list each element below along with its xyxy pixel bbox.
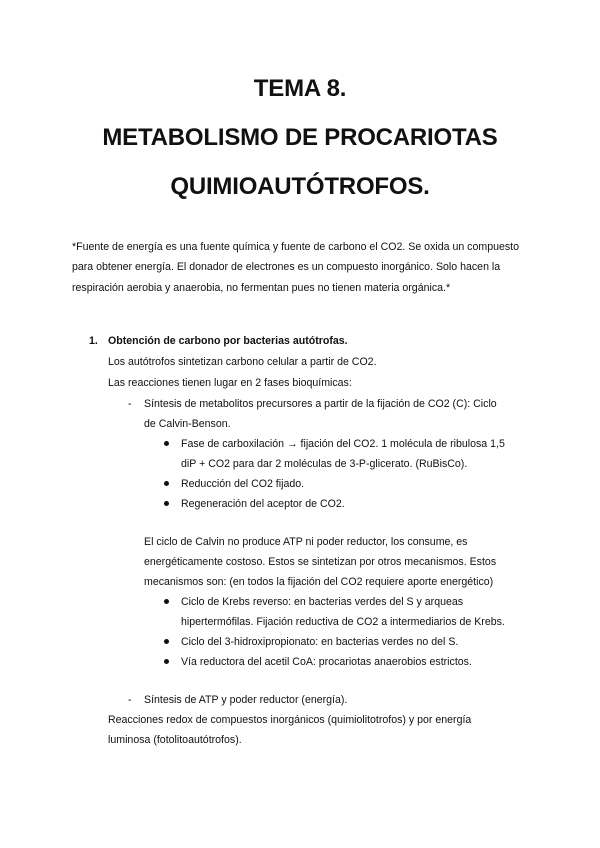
calvin-note-line-2: energéticamente costoso. Estos se sintetizan por otros mecanismos. Estos — [144, 556, 497, 568]
carboxylation-line-1: Fase de carboxilación → fijación del CO2. 1 molécula de ribulosa 1,5 — [181, 438, 505, 450]
phase1-line-1: Síntesis de metabolitos precursores a partir de la fijación de CO2 (C): Ciclo — [144, 398, 497, 410]
closing-line-1: Reacciones redox de compuestos inorgánicos (quimiolitotrofos) y por energía — [108, 714, 472, 726]
bullet-icon — [164, 501, 169, 506]
intro-paragraph: *Fuente de energía es una fuente química y fuente de carbono el CO2. Se oxida un compuesto para obtener energía. El donador de electrones es un compuesto inorgánico. Solo hacen la respiración aerobia y anaerobia, no fermentan pues no tienen materia orgánica.* — [72, 241, 519, 294]
krebs-line-2: hipertermófilas. Fijación reductiva de CO2 a intermediarios de Krebs. — [181, 616, 505, 628]
section-number: 1. — [89, 335, 98, 347]
carboxylation-line-2: diP + CO2 para dar 2 moléculas de 3-P-glicerato. (RuBisCo). — [181, 458, 468, 470]
reduction-item: Reducción del CO2 fijado. — [181, 478, 305, 490]
calvin-note-line-3: mecanismos son: (en todos la fijación del CO2 requiere aporte energético) — [144, 576, 494, 588]
bullet-icon — [164, 639, 169, 644]
calvin-note-line-1: El ciclo de Calvin no produce ATP ni poder reductor, los consume, es — [144, 536, 468, 548]
section-heading: Obtención de carbono por bacterias autótrofas. — [108, 335, 348, 347]
bullet-icon — [164, 441, 169, 446]
dash-marker: - — [128, 398, 132, 410]
dash-marker: - — [128, 694, 132, 706]
krebs-line-1: Ciclo de Krebs reverso: en bacterias verdes del S y arqueas — [181, 596, 464, 608]
regeneration-item: Regeneración del aceptor de CO2. — [181, 498, 345, 510]
title-line-3: QUIMIOAUTÓTROFOS. — [170, 173, 430, 200]
section-line-1: Los autótrofos sintetizan carbono celular a partir de CO2. — [108, 356, 377, 368]
title-line-1: TEMA 8. — [253, 75, 347, 102]
phase1-line-2: de Calvin-Benson. — [144, 418, 231, 430]
bullet-icon — [164, 481, 169, 486]
phase2-line-1: Síntesis de ATP y poder reductor (energía). — [144, 694, 348, 706]
section-line-2: Las reacciones tienen lugar en 2 fases bioquímicas: — [108, 377, 352, 389]
title-line-2: METABOLISMO DE PROCARIOTAS — [102, 124, 498, 151]
closing-line-2: luminosa (fotolitoautótrofos). — [108, 734, 242, 746]
acetyl-coa-item: Vía reductora del acetil CoA: procariotas anaerobios estrictos. — [181, 656, 472, 668]
hydroxypropionate-item: Ciclo del 3-hidroxipropionato: en bacterias verdes no del S. — [181, 636, 459, 648]
bullet-icon — [164, 659, 169, 664]
bullet-icon — [164, 599, 169, 604]
